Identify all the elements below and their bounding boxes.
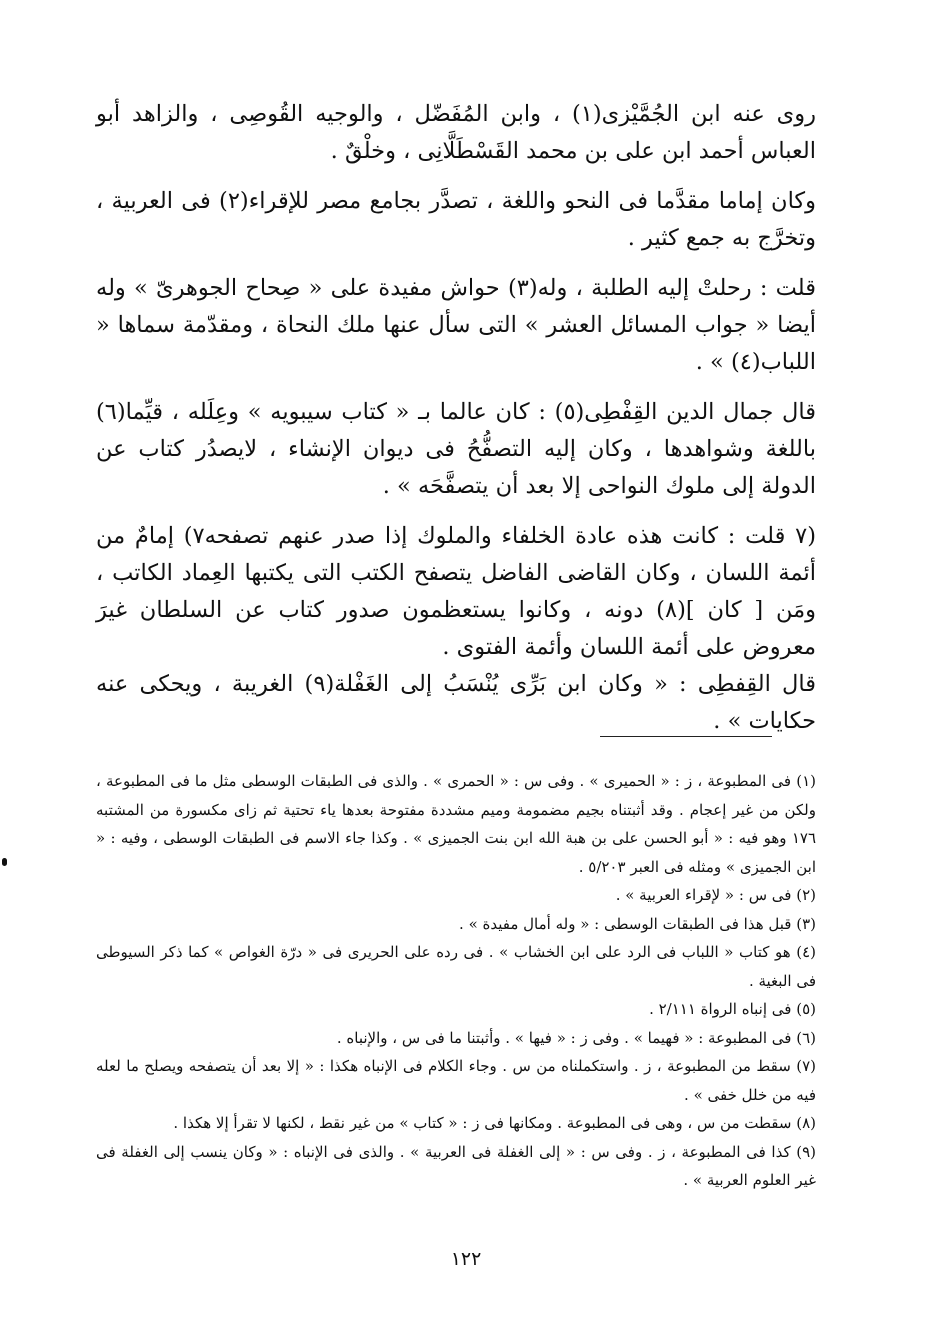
main-text: [96, 96, 816, 740]
footnote-8: (٨) سقطت من س ، وهى فى المطبوعة . ومكانها فى ز : « كتاب » من غير نقط ، لكنها لا تقرأ إلا هكذا .: [173, 1114, 816, 1132]
paragraph-4: قال جمال الدين القِفْطِى(٥) : كان عالما بـ « كتاب سيبويه » وعِلَله ، قيِّما(٦) باللغة وشواهدها ، وكان إليه التصفُّحُ فى ديوان الإنشاء ، لايصدُر كتاب عن الدولة إلى ملوك النواحى إلا بعد أن يتصفَّحَه » .: [96, 399, 816, 499]
footnote-6: (٦) فى المطبوعة : « فهيما » . وفى ز : « فيها » . وأثبتنا ما فى س ، والإنباه .: [336, 1028, 816, 1047]
footnotes: [96, 767, 816, 1195]
footnote-divider: [600, 736, 772, 737]
paragraph-6: قال القِفطِى : « وكان ابن بَرِّى يُنْسَبُ إلى الغَفْلة(٩) الغريبة ، ويحكى عنه حكايات » .: [96, 671, 816, 734]
footnote-2: (٢) فى س : « لإقراء العربية » .: [615, 886, 816, 904]
footnote-1: (١) فى المطبوعة ، ز : « الحميرى » . وفى س : « الحمرى » . والذى فى الطبقات الوسطى مثل ما فى المطبوعة ، ولكن من غير إعجام . وقد أثبتناه بجيم مضمومة وميم مشددة مفتوحة بعدها ياء تحتية ثم زاى مكسورة من المشتبه ١٧٦ وهو فيه : « أبو الحسن على بن هبة الله ابن بنت الجميزى » . وكذا جاء الاسم فى الطبقات الوسطى ، وفيه : « ابن الجميزى » ومثله فى العبر ٥/٢٠٣ .: [96, 772, 816, 876]
paragraph-1: روى عنه ابن الجُمَّيْزى(١) ، وابن المُفَضّل ، والوجيه القُوصِى ، والزاهد أبو العباس أحمد ابن على بن محمد القَسْطَلَّانِى ، وخلْقٌ .: [96, 101, 816, 164]
footnote-9: (٩) كذا فى المطبوعة ، ز . وفى س : « إلى الغفلة فى العربية » . والذى فى الإنباه : « وكان ينسب إلى الغفلة فى غير العلوم العربية » .: [96, 1142, 816, 1189]
scan-mark: [2, 858, 7, 866]
paragraph-5: (٧ قلت : كانت هذه عادة الخلفاء والملوك إذا صدر عنهم تصفحه٧) إمامٌ من أئمة اللسان ، وكان القاضى الفاضل يتصفح الكتب التى يكتبها العِماد الكاتب ، ومَن [ كان ](٨) دونه ، وكانوا يستعظمون صدور كتاب عن السلطان غيرَ معروض على أئمة اللسان وأئمة الفتوى .: [96, 523, 816, 660]
footnote-7: (٧) سقط من المطبوعة ، ز . واستكملناه من س . وجاء الكلام فى الإنباه هكذا : « إلا بعد أن يتصفحه ويصلح ما لعله فيه من خلل خفى » .: [96, 1057, 816, 1104]
footnote-5: (٥) فى إنباه الرواة ٢/١١١ .: [649, 1000, 816, 1018]
page-number: ١٢٢: [450, 1248, 482, 1270]
footnote-4: (٤) هو كتاب « اللباب فى الرد على ابن الخشاب » . فى رده على الحريرى فى « درّة الغواص » كما ذكر السيوطى فى البغية .: [96, 943, 816, 990]
paragraph-2: وكان إماما مقدَّما فى النحو واللغة ، تصدَّر بجامع مصر للإقراء(٢) فى العربية ، وتخرَّج به جمع كثير .: [96, 188, 816, 251]
footnote-3: (٣) قبل هذا فى الطبقات الوسطى : « وله أمال مفيدة » .: [459, 914, 816, 933]
paragraph-3: قلت : رحلتْ إليه الطلبة ، وله(٣) حواش مفيدة على « صِحاح الجوهرىّ » وله أيضا « جواب المسائل العشر » التى سأل عنها ملك النحاة ، ومقدّمة سماها « اللباب(٤) » .: [96, 275, 816, 375]
